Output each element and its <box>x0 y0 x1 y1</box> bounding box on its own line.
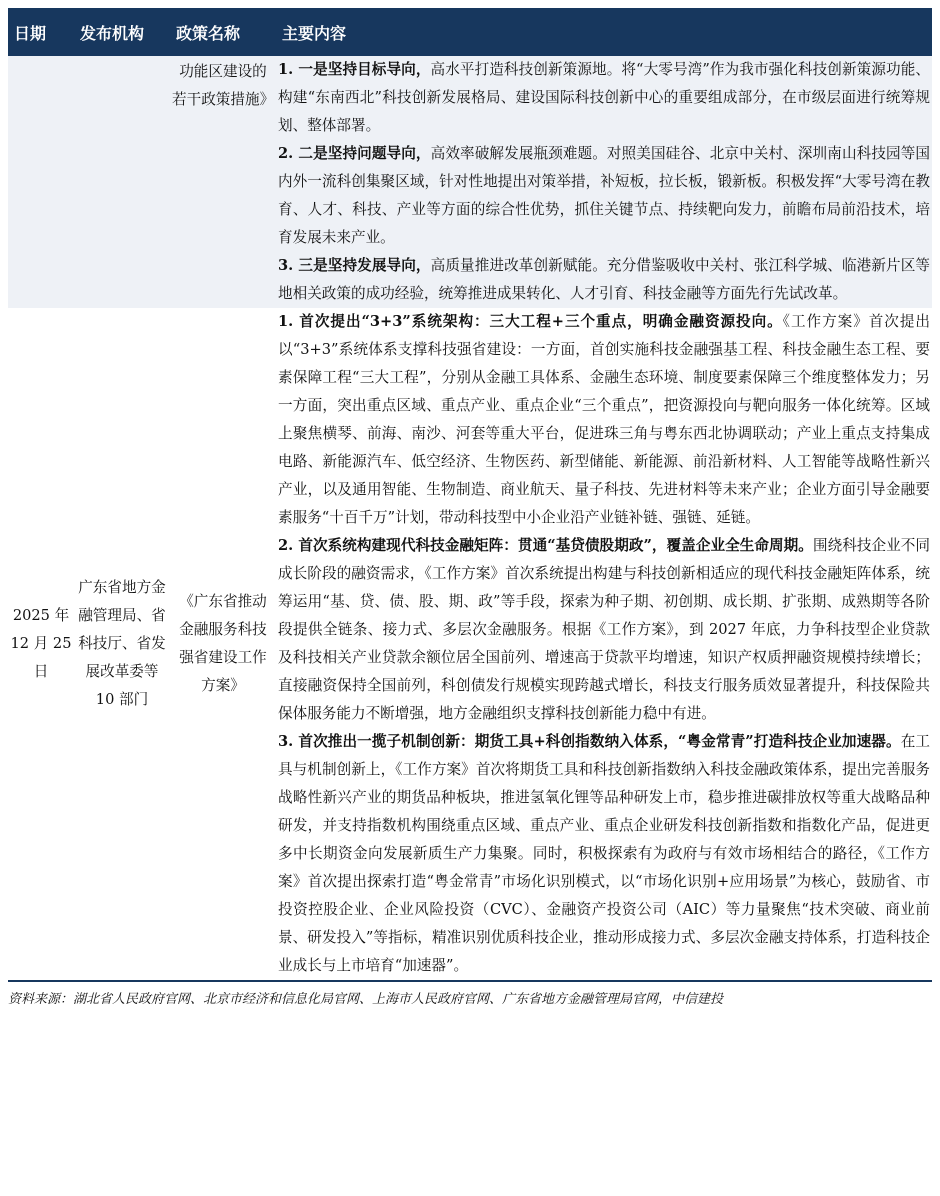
header-content: 主要内容 <box>276 8 932 56</box>
row1-point-2 <box>278 140 930 252</box>
row1-point-1-body: 高水平打造科技创新策源地。将“大零号湾”作为我市强化科技创新策源功能、构建“东南西北”科技创新发展格局、建设国际科技创新中心的重要组成部分，在市级层面进行统筹规划、整体部署。 <box>278 61 930 134</box>
row1-policy: 功能区建设的若干政策措施》 <box>170 56 276 308</box>
row1-point-3-lead: 3. 三是坚持发展导向， <box>278 257 431 274</box>
policy-table-page <box>8 8 932 1010</box>
row1-point-2-body: 高效率破解发展瓶颈难题。对照美国硅谷、北京中关村、深圳南山科技园等国内外一流科创集聚区域，针对性地提出对策举措，补短板，拉长板，锻新板。积极发挥“大零号湾在教育、人才、科技、产业等方面的综合性优势，抓住关键节点、持续靶向发力，前瞻布局前沿技术，培育发展未来产业。 <box>278 145 930 246</box>
row1-issuer <box>74 56 170 308</box>
row2-point-2-body: 围绕科技企业不同成长阶段的融资需求，《工作方案》首次系统提出构建与科技创新相适应的现代科技金融矩阵体系，统筹运用“基、贷、债、股、期、政”等手段，探索为种子期、初创期、成长期、扩张期、成熟期等各阶段提供全链条、接力式、多层次金融服务。根据《工作方案》，到 2027 年底，力争科技型企业贷款及科技相关产业贷款余额位居全国前列、增速高于贷款平均增速，知识产权质押融资规模持续增长；直接融资保持全国前列，科创债发行规模实现跨越式增长，科技支行服务质效显著提升，科技保险共保体服务能力不断增强，地方金融组织支撑科技创新能力稳中有进。 <box>278 537 930 722</box>
row1-point-3 <box>278 252 930 308</box>
row2-point-1-body: 《工作方案》首次提出以“3+3”系统体系支撑科技强省建设：一方面，首创实施科技金融强基工程、科技金融生态工程、要素保障工程“三大工程”，分别从金融工具体系、金融生态环境、制度要素保障三个维度整体发力；另一方面，突出重点区域、重点产业、重点企业“三个重点”，把资源投向与靶向服务一体化统筹。区域上聚焦横琴、前海、南沙、河套等重大平台，促进珠三角与粤东西北协调联动；产业上重点支持集成电路、新能源汽车、低空经济、生物医药、新型储能、新能源、前沿新材料、人工智能等战略性新兴产业，以及通用智能、生物制造、商业航天、量子科技、先进材料等未来产业；企业方面引导金融要素服务“十百千万”计划，带动科技型中小企业沿产业链补链、强链、延链。 <box>278 313 931 526</box>
header-issuer: 发布机构 <box>74 8 170 56</box>
row1-point-3-body: 高质量推进改革创新赋能。充分借鉴吸收中关村、张江科学城、临港新片区等地相关政策的成功经验，统筹推进成果转化、人才引育、科技金融等方面先行先试改革。 <box>278 257 930 302</box>
row2-point-1 <box>278 308 930 532</box>
row2-policy: 《广东省推动金融服务科技强省建设工作方案》 <box>170 308 276 981</box>
table-row <box>8 56 932 308</box>
policy-table <box>8 8 932 982</box>
row2-point-2-lead: 2. 首次系统构建现代科技金融矩阵：贯通“基贷债股期政”，覆盖企业全生命周期。 <box>278 537 813 554</box>
row2-issuer: 广东省地方金融管理局、省科技厅、省发展改革委等 10 部门 <box>74 308 170 981</box>
row1-point-1 <box>278 56 930 140</box>
source-note: 资料来源：湖北省人民政府官网、北京市经济和信息化局官网、上海市人民政府官网、广东省地方金融管理局官网，中信建投 <box>8 992 724 1007</box>
header-date: 日期 <box>8 8 74 56</box>
row1-point-1-lead: 1. 一是坚持目标导向， <box>278 61 431 78</box>
row2-point-3 <box>278 728 930 980</box>
row2-point-2 <box>278 532 930 728</box>
row2-date: 2025 年 12 月 25 日 <box>8 308 74 981</box>
row1-date <box>8 56 74 308</box>
table-row <box>8 308 932 981</box>
row1-content <box>276 56 932 308</box>
row2-point-3-body: 在工具与机制创新上，《工作方案》首次将期货工具和科技创新指数纳入科技金融政策体系，提出完善服务战略性新兴产业的期货品种板块，推进氢氧化锂等品种研发上市，稳步推进碳排放权等重大战略品种研发，并支持指数机构围绕重点区域、重点产业、重点企业研发科技创新指数和指数化产品，促进更多中长期资金向发展新质生产力集聚。同时，积极探索有为政府与有效市场相结合的路径，《工作方案》首次提出探索打造“粤金常青”市场化识别模式，以“市场化识别+应用场景”为核心，鼓励省、市投资控股企业、企业风险投资（CVC）、金融资产投资公司（AIC）等力量聚焦“技术突破、商业前景、研发投入”等指标，精准识别优质科技企业，推动形成接力式、多层次金融支持体系，打造科技企业成长与上市培育“加速器”。 <box>278 733 930 974</box>
row2-point-1-lead: 1. 首次提出“3+3”系统架构：三大工程+三个重点，明确金融资源投向。 <box>278 313 783 330</box>
row1-point-2-lead: 2. 二是坚持问题导向， <box>278 145 431 162</box>
row2-point-3-lead: 3. 首次推出一揽子机制创新：期货工具+科创指数纳入体系，“粤金常青”打造科技企业加速器。 <box>278 733 901 750</box>
table-header-row <box>8 8 932 56</box>
row2-content <box>276 308 932 981</box>
header-policy: 政策名称 <box>170 8 276 56</box>
